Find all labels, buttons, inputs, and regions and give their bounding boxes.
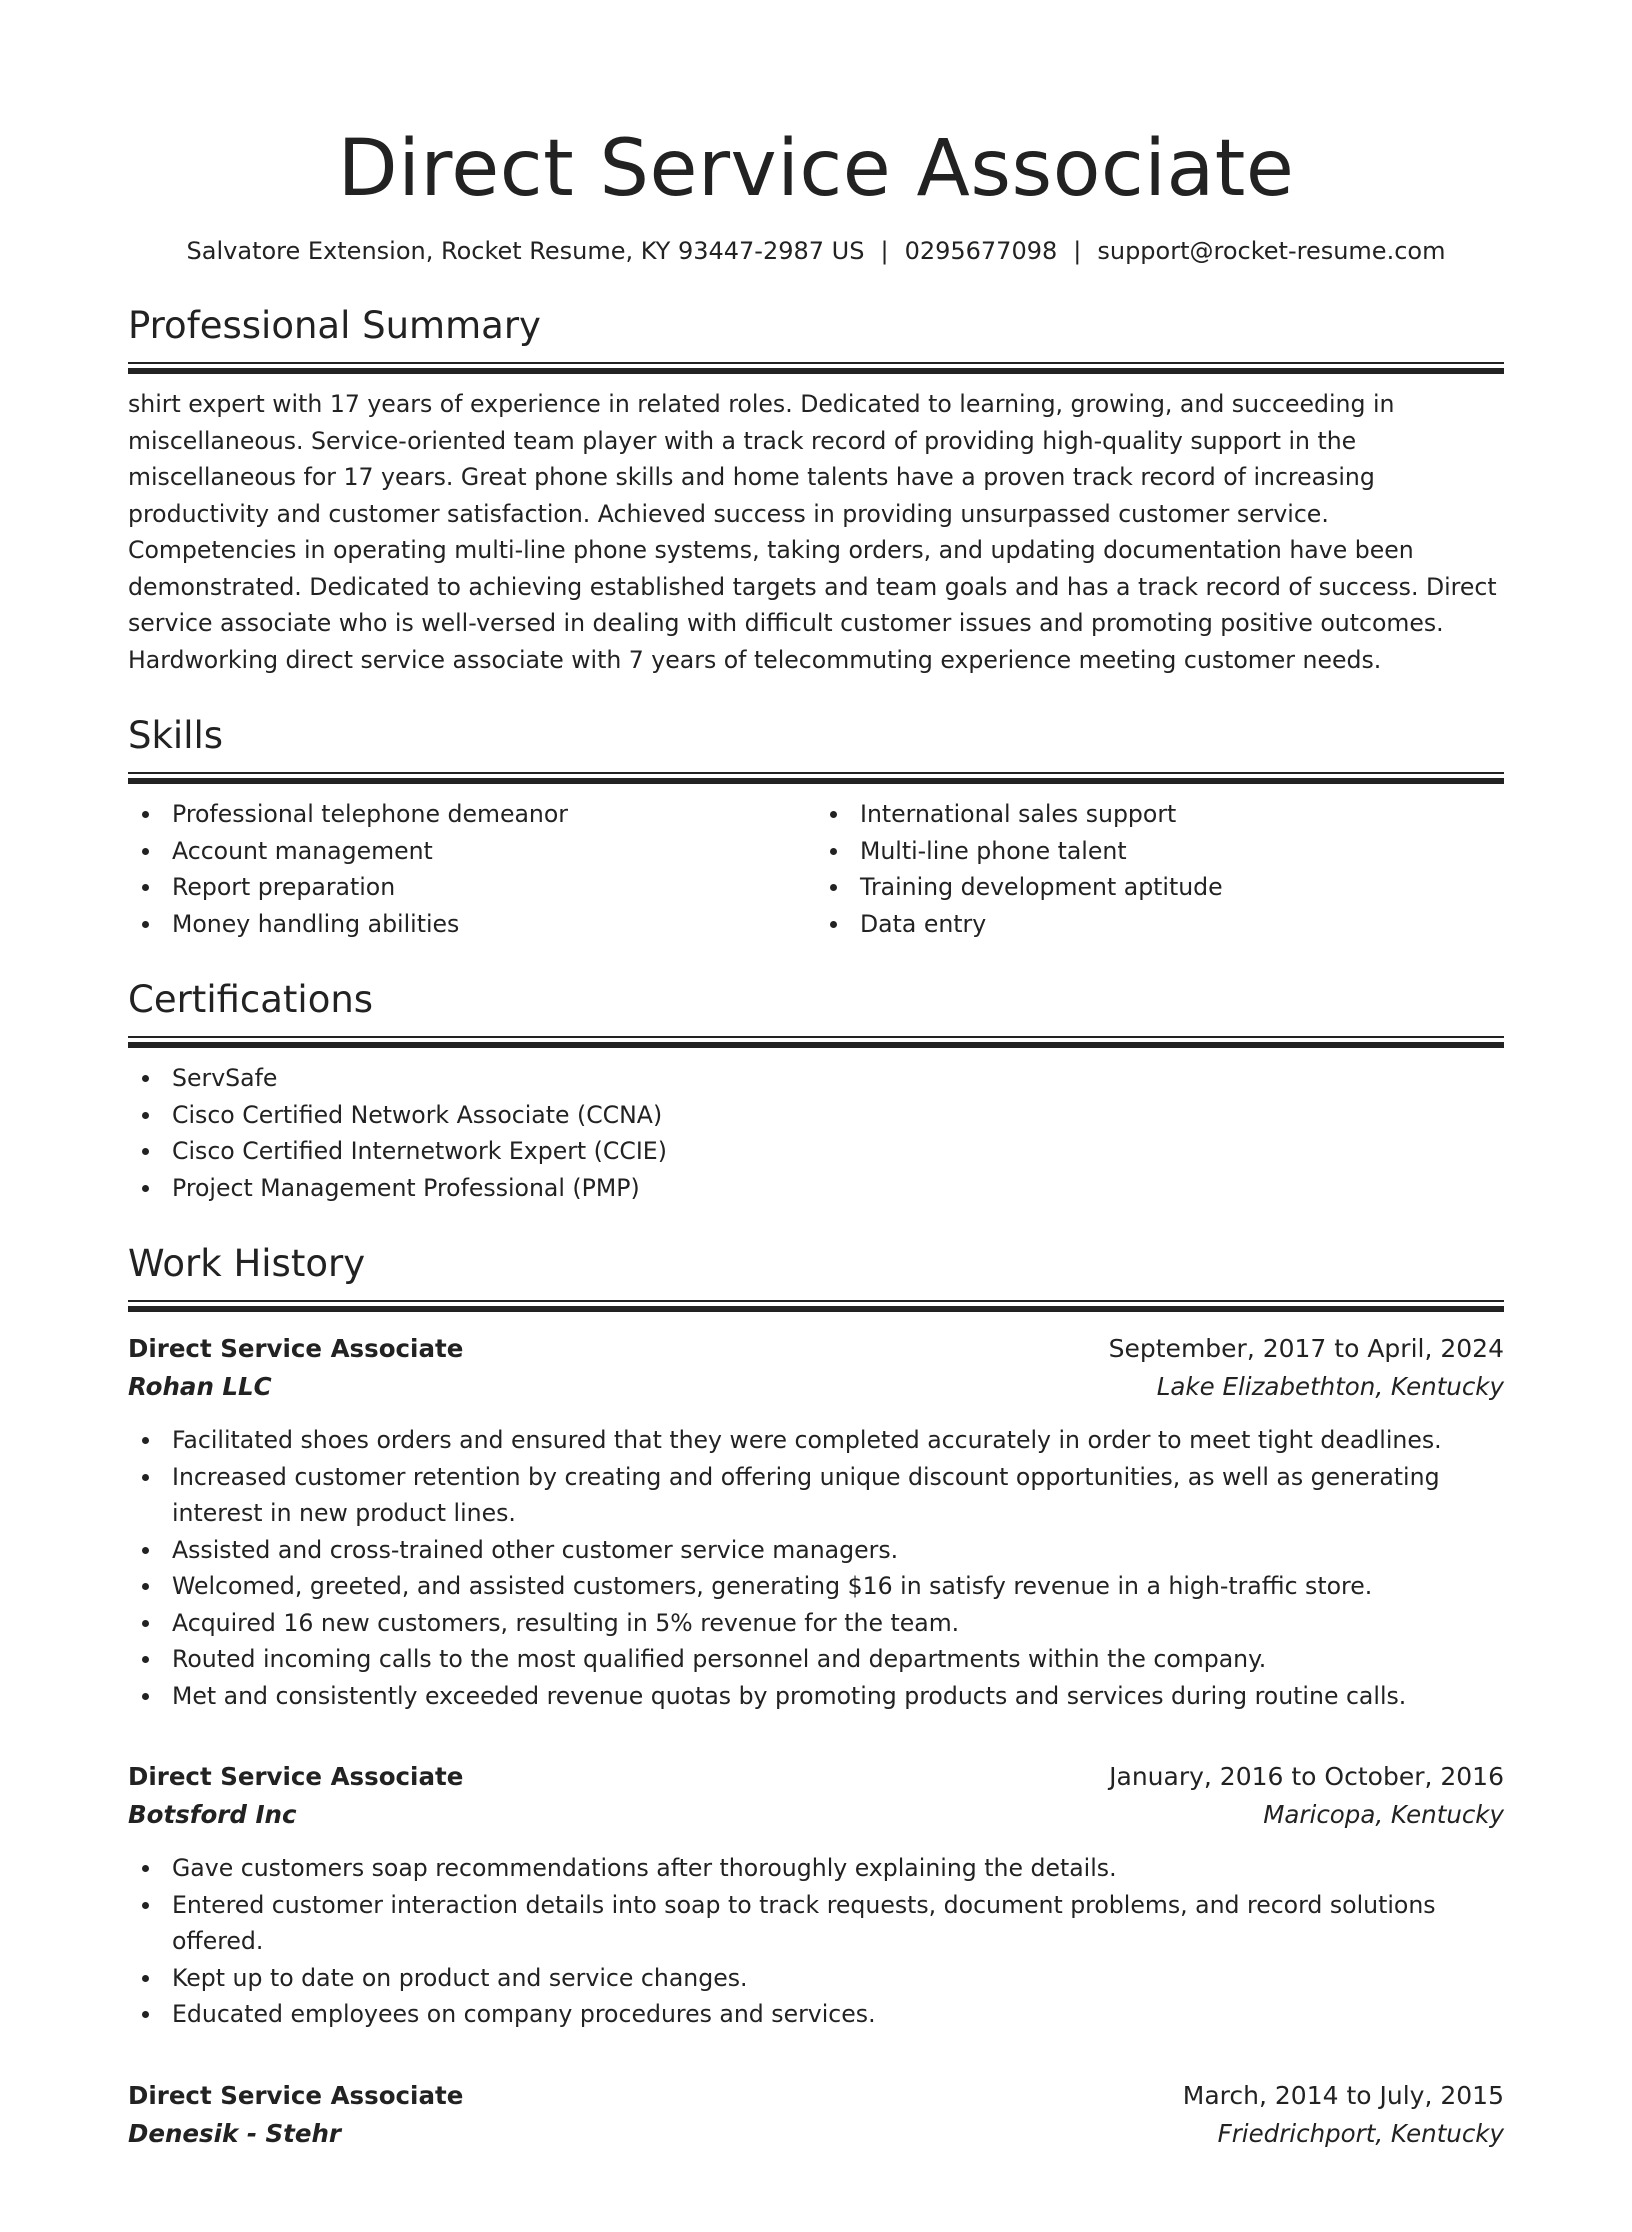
job-location: Lake Elizabethton, Kentucky [1156,1372,1504,1401]
job-company-row [128,1368,1504,1406]
section-divider [128,362,1504,372]
job-title: Direct Service Associate [128,2080,464,2110]
contact-separator: | [1073,237,1082,265]
job-entry [128,2077,1504,2153]
job-duty: Met and consistently exceeded revenue quotas by promoting products and services during routine calls. [128,1678,1504,1715]
job-duty: Routed incoming calls to the most qualified personnel and departments within the company. [128,1641,1504,1678]
skills-grid [128,796,1504,942]
certification-item: Cisco Certified Internetwork Expert (CCIE) [128,1133,1504,1170]
job-duty: Entered customer interaction details into soap to track requests, document problems, and record solutions offered. [128,1887,1504,1960]
certification-item: ServSafe [128,1060,1504,1097]
summary-section [128,302,1504,678]
certification-item: Cisco Certified Network Associate (CCNA) [128,1097,1504,1134]
job-duty: Acquired 16 new customers, resulting in 5% revenue for the team. [128,1605,1504,1642]
contact-phone: 0295677098 [904,237,1058,265]
work-history-section [128,1240,1504,2153]
resume-name: Direct Service Associate [337,124,1295,214]
job-dates: March, 2014 to July, 2015 [1182,2080,1504,2110]
certifications-list [128,1060,1504,1206]
skill-item: Account management [128,833,816,870]
job-title: Direct Service Associate [128,1762,464,1791]
job-location: Maricopa, Kentucky [1263,1800,1504,1829]
skills-heading: Skills [128,714,224,757]
section-divider [128,772,1504,782]
job-duty: Welcomed, greeted, and assisted customers, generating $16 in satisfy revenue in a high-traffic store. [128,1568,1504,1605]
skill-item: Training development aptitude [816,869,1504,906]
job-company: Botsford Inc [128,1800,297,1829]
skill-item: Professional telephone demeanor [128,796,816,833]
skills-section [128,712,1504,942]
job-company-row [128,2115,1504,2153]
contact-email: support@rocket-resume.com [1097,237,1446,265]
contact-address: Salvatore Extension, Rocket Resume, KY 93447-2987 US [186,237,865,265]
job-entry [128,1758,1504,2033]
skill-item: Money handling abilities [128,906,816,943]
resume-page [0,120,1632,2232]
job-duty: Facilitated shoes orders and ensured that they were completed accurately in order to meet tight deadlines. [128,1422,1504,1459]
job-duty: Kept up to date on product and service changes. [128,1960,1504,1997]
skill-item: Data entry [816,906,1504,943]
contact-line [128,234,1504,268]
job-header-row [128,2077,1504,2115]
job-duty: Educated employees on company procedures and services. [128,1996,1504,2033]
summary-text: shirt expert with 17 years of experience in related roles. Dedicated to learning, growing, and succeeding in miscellaneous. Service-oriented team player with a track record of providing high-quality support in the miscellaneous for 17 years. Great phone skills and home talents have a proven track record of increasing productivity and customer satisfaction. Achieved success in providing unsurpassed customer service. Competencies in operating multi-line phone systems, taking orders, and updating documentation have been demonstrated. Dedicated to achieving established targets and team goals and has a track record of success. Direct service associate who is well-versed in dealing with difficult customer issues and promoting positive outcomes. Hardworking direct service associate with 7 years of telecommuting experience meeting customer needs. [128,390,1497,674]
job-entry [128,1330,1504,1714]
job-company: Rohan LLC [128,1372,272,1401]
skill-item: Report preparation [128,869,816,906]
job-company-row [128,1796,1504,1834]
job-title: Direct Service Associate [128,1334,464,1363]
contact-separator: | [880,237,889,265]
job-header-row [128,1330,1504,1368]
job-header-row [128,1758,1504,1796]
work-history-heading: Work History [128,1242,366,1285]
certifications-heading: Certifications [128,978,374,1021]
job-duty: Assisted and cross-trained other customer service managers. [128,1532,1504,1569]
job-duty: Increased customer retention by creating and offering unique discount opportunities, as well as generating interest in new product lines. [128,1459,1504,1532]
skill-item: Multi-line phone talent [816,833,1504,870]
job-location: Friedrichport, Kentucky [1217,2118,1504,2148]
certification-item: Project Management Professional (PMP) [128,1170,1504,1207]
job-company: Denesik - Stehr [128,2118,342,2148]
job-dates: January, 2016 to October, 2016 [1109,1762,1504,1791]
job-duties-list [128,1422,1504,1714]
job-dates: September, 2017 to April, 2024 [1108,1334,1504,1363]
summary-heading: Professional Summary [128,304,541,347]
skills-list-left [128,796,816,942]
job-duties-list [128,1850,1504,2033]
section-divider [128,1300,1504,1310]
job-duty: Gave customers soap recommendations after thoroughly explaining the details. [128,1850,1504,1887]
skill-item: International sales support [816,796,1504,833]
section-divider [128,1036,1504,1046]
skills-list-right [816,796,1504,942]
certifications-section [128,976,1504,1206]
